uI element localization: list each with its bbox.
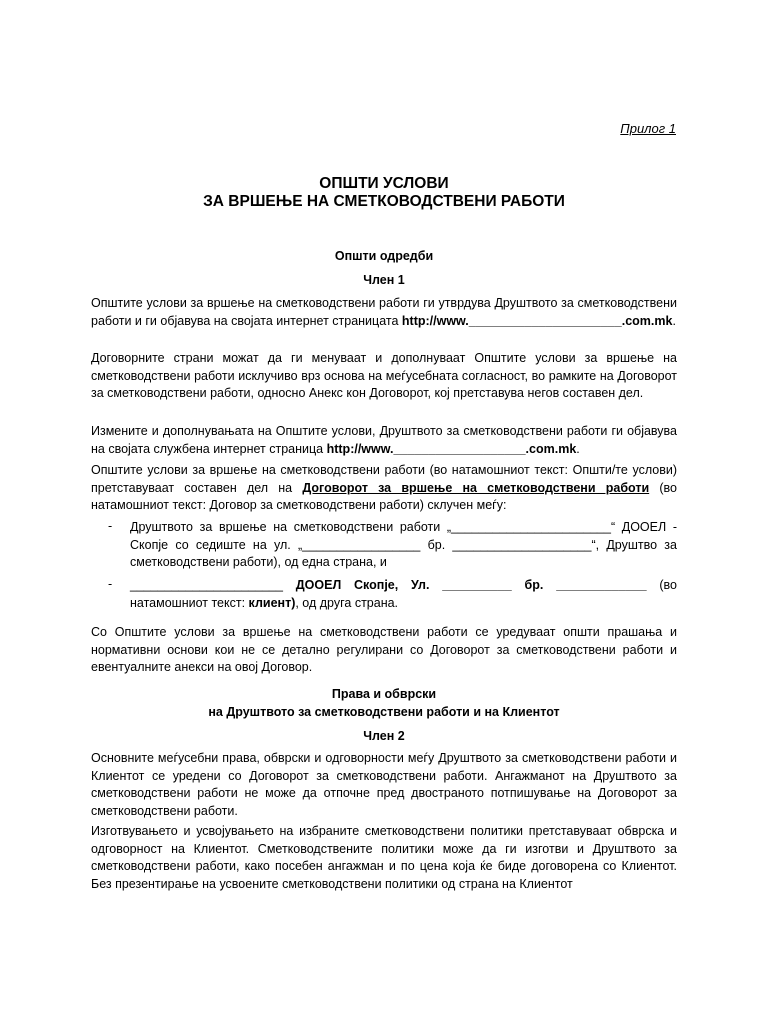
paragraph-text: , од друга страна. (295, 595, 399, 610)
article2-paragraph2: Изготвувањето и усвојувањето на избраните сметководствени политики претставуваат обврска и одговорност на Клиентот. Сметководствените политики може да ги изготви и Друштвото за сметководствени работи, како посебен ангажман и по цена која ќе биде договорена со Клиентот. Без презентирање на усвоените сметководствени политики од страна на Клиентот (91, 824, 677, 891)
section1-heading: Општи одредби (334, 249, 434, 263)
annex-label: Прилог 1 (620, 121, 676, 136)
client-term: клиент) (248, 595, 296, 610)
company-address: ДООЕЛ Скопје, Ул. __________ бр. _____________ (295, 578, 647, 592)
paragraph-text: Општите услови за вршење на сметководствени работи ги утврдува Друштвото за сметководствени работи и ги објавува на својата интернет страницата (91, 296, 677, 328)
article1-paragraph3: Измените и дополнувањата на Општите услови, Друштвото за сметководствени работи ги објавува на својата службена интернет страница http://www.___________________.com.mk. (91, 424, 677, 456)
article2-paragraph1: Основните меѓусебни права, обврски и одговорности меѓу Друштвото за сметководствени работи и Клиентот се уредени со Договорот за сметководствени работи. Ангажманот на Друштвото за сметководствени работи не може да отпочне пред двостраното потпишување на Договорот за сметководствени работи. (91, 751, 677, 818)
party-one-item: Друштвото за вршење на сметководствени работи „_______________________“ ДООЕЛ - Скопје со седиште на ул. „_________________ бр. ____________________“, Друштво за сметководствени работи), од една страна, и (130, 520, 677, 569)
blank-field: ______________________ (130, 578, 296, 592)
article1-heading: Член 1 (363, 273, 405, 287)
article1-paragraph5: Со Општите услови за вршење на сметководствени работи се уредуваат општи прашања и нормативни основи кои не се детално регулирани со Договорот за сметководствени работи и евентуалните анекси на овој Договор. (91, 625, 677, 674)
website-url: http://www.___________________.com.mk (326, 441, 577, 456)
article1-paragraph1: Општите услови за вршење на сметководствени работи ги утврдува Друштвото за сметководствени работи и ги објавува на својата интернет страницата http://www.______________________.com.mk. (91, 296, 677, 328)
paragraph-text: (во натамошниот текст: Договор за сметководствени работи) склучен меѓу: (91, 480, 677, 512)
paragraph-text: (во натамошниот текст: (130, 578, 677, 610)
website-url: http://www.______________________.com.mk (401, 313, 673, 328)
document-title-line1: ОПШТИ УСЛОВИ (319, 175, 449, 192)
paragraph-text: Измените и дополнувањата на Општите услови, Друштвото за сметководствени работи ги објавува на својата службена интернет страница (91, 424, 677, 456)
contract-reference: Договорот за вршење на сметководствени работи (302, 480, 650, 495)
document-title-line2: ЗА ВРШЕЊЕ НА СМЕТКОВОДСТВЕНИ РАБОТИ (203, 193, 565, 210)
party-two-item (130, 577, 677, 612)
section2-heading-line1: Права и обврски (331, 687, 437, 701)
bullet-marker: - (108, 519, 113, 533)
article1-paragraph4 (91, 462, 677, 515)
paragraph-text: Општите услови за вршење на сметководствени работи (во натамошниот текст: Општи/те услови) претставуваат составен дел на (91, 463, 677, 495)
bullet-marker: - (108, 577, 113, 591)
article1-paragraph2: Договорните страни можат да ги менуваат и дополнуваат Општите услови за вршење на сметководствени работи исклучиво врз основа на меѓусебната согласност, во рамките на Договорот за сметководствени работи, односно Анекс кон Договорот, кој претставува негов составен дел. (91, 351, 677, 400)
article2-heading: Член 2 (363, 729, 405, 743)
section2-heading-line2: на Друштвото за сметководствени работи и на Клиентот (208, 705, 560, 719)
